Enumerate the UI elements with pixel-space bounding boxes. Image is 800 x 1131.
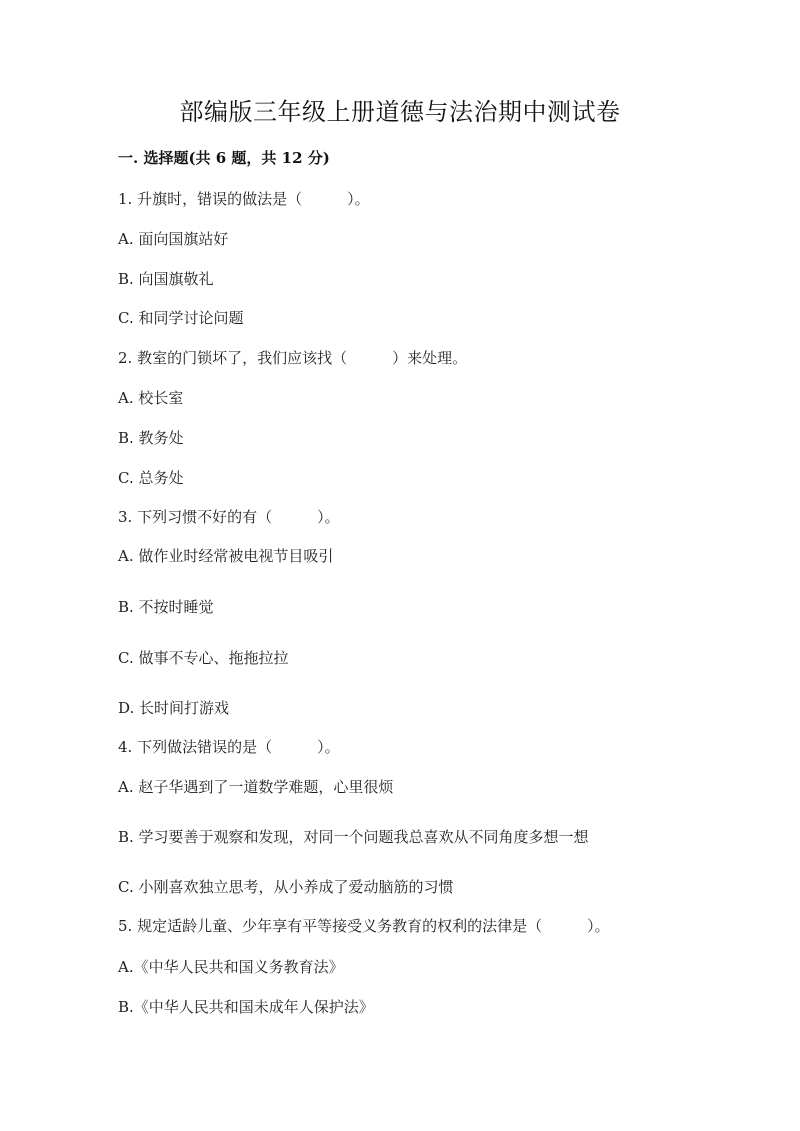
question-4-option-c: C. 小刚喜欢独立思考，从小养成了爱动脑筋的习惯	[118, 878, 454, 896]
question-1-stem: 1. 升旗时，错误的做法是（ ）。	[118, 190, 370, 208]
question-2-option-c: C. 总务处	[118, 469, 184, 487]
question-3-option-d: D. 长时间打游戏	[118, 699, 230, 717]
question-5-option-b: B.《中华人民共和国未成年人保护法》	[118, 998, 374, 1016]
question-3-option-b: B. 不按时睡觉	[118, 598, 214, 616]
question-2-stem: 2. 教室的门锁坏了，我们应该找（ ）来处理。	[118, 349, 468, 367]
question-1-option-b: B. 向国旗敬礼	[118, 270, 214, 288]
question-4-stem: 4. 下列做法错误的是（ ）。	[118, 738, 340, 756]
question-2-option-b: B. 教务处	[118, 429, 184, 447]
question-5-option-a: A.《中华人民共和国义务教育法》	[118, 958, 344, 976]
question-3-option-a: A. 做作业时经常被电视节目吸引	[118, 547, 334, 565]
page-title: 部编版三年级上册道德与法治期中测试卷	[179, 98, 621, 126]
question-4-option-a: A. 赵子华遇到了一道数学难题，心里很烦	[118, 778, 394, 796]
section-heading: 一. 选择题(共 6 题，共 12 分)	[118, 149, 330, 167]
question-3-stem: 3. 下列习惯不好的有（ ）。	[118, 508, 340, 526]
question-2-option-a: A. 校长室	[118, 389, 184, 407]
question-4-option-b: B. 学习要善于观察和发现，对同一个问题我总喜欢从不同角度多想一想	[118, 828, 589, 846]
question-1-option-a: A. 面向国旗站好	[118, 230, 229, 248]
question-1-option-c: C. 和同学讨论问题	[118, 309, 244, 327]
question-5-stem: 5. 规定适龄儿童、少年享有平等接受义务教育的权利的法律是（ ）。	[118, 917, 610, 935]
question-3-option-c: C. 做事不专心、拖拖拉拉	[118, 649, 289, 667]
